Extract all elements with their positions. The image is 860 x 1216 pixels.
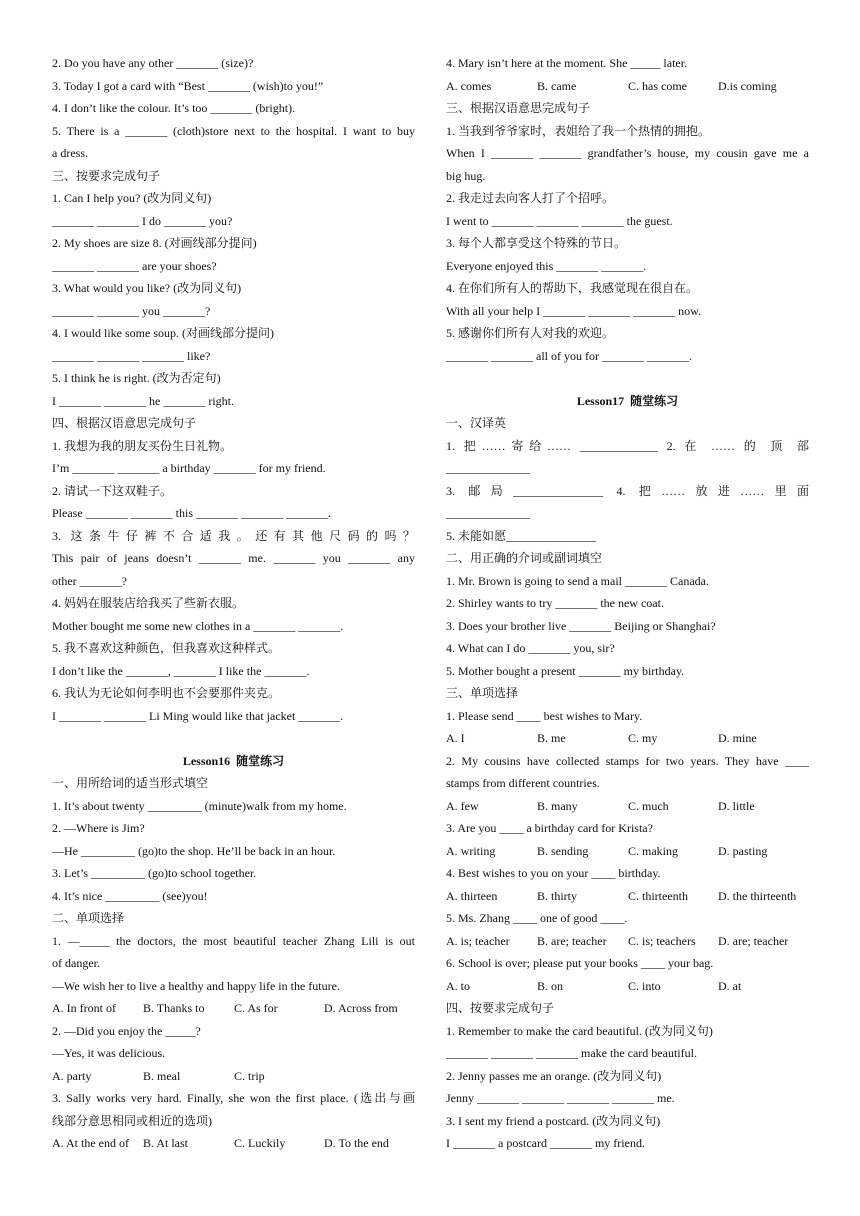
text-line: big hug. [446, 168, 486, 183]
text-line: a dress. [52, 146, 88, 160]
text-line: 3. 邮局_______________ 4. 把……放进……里面 [446, 483, 809, 498]
option: C. into [628, 978, 661, 993]
left-column [52, 52, 415, 1155]
text-line: 5. There is a _______ (cloth)store next to the hospital. I want to buy [52, 123, 415, 138]
text-line: 3. What would you like? (改为同义句) [52, 281, 242, 295]
text-line: Everyone enjoyed this _______ _______. [446, 258, 647, 273]
answer-options [52, 1065, 415, 1088]
text-line: 1. Please send ____ best wishes to Mary. [446, 708, 643, 723]
text-line: _______ _______ I do _______ you? [52, 213, 233, 228]
text-line: 3. 这条牛仔裤不合适我。还有其他尺码的吗？ [52, 528, 415, 543]
text-line: 1. 我想为我的朋友买份生日礼物。 [52, 438, 233, 453]
option: B. on [537, 978, 564, 993]
text-line: 二、用正确的介词或副词填空 [446, 551, 603, 565]
option: A. At the end of [52, 1136, 129, 1150]
text-line: 5. 未能如愿_______________ [446, 528, 597, 543]
answer-options [446, 75, 809, 98]
text-line: 2. Do you have any other _______ (size)? [52, 56, 254, 70]
text-line: With all your help I _______ _______ _______ now. [446, 303, 702, 318]
option: C. is; teachers [628, 933, 696, 948]
text-line: 2. —Where is Jim? [52, 821, 145, 835]
text-line: 一、用所给词的适当形式填空 [52, 776, 209, 790]
text-line: ______________ [446, 461, 530, 475]
text-line: 一、汉译英 [446, 416, 507, 430]
text-line: 4. Mary isn’t here at the moment. She _____ later. [446, 56, 688, 70]
option: C. Luckily [234, 1136, 286, 1150]
text-line: 三、按要求完成句子 [52, 168, 161, 183]
lesson-title: Lesson17 随堂练习 [576, 393, 679, 408]
text-line: _______ _______ are your shoes? [52, 258, 217, 273]
text-line: _______ _______ all of you for _______ _______. [446, 348, 692, 363]
text-line: I don’t like the _______, _______ I like the _______. [52, 663, 310, 678]
text-line: 1. Remember to make the card beautiful. (改为同义句) [446, 1023, 713, 1038]
spacer [52, 727, 415, 750]
text-line: 5. 感谢你们所有人对我的欢迎。 [446, 326, 615, 340]
text-line: Jenny _______ _______ _______ _______ me. [446, 1091, 675, 1105]
option: D. pasting [718, 843, 768, 858]
answer-options [52, 997, 415, 1020]
text-line: I _______ a postcard _______ my friend. [446, 1136, 645, 1150]
text-line: —We wish her to live a healthy and happy life in the future. [52, 978, 340, 993]
text-line: 三、单项选择 [446, 686, 519, 700]
option: A. thirteen [446, 888, 498, 903]
text-line: 5. I think he is right. (改为否定句) [52, 371, 221, 385]
text-line: ______________ [446, 506, 530, 520]
option: B. came [537, 78, 577, 93]
option: C. As for [234, 1001, 278, 1015]
spacer [446, 367, 809, 390]
text-line: —He _________ (go)to the shop. He’ll be back in an hour. [52, 843, 336, 858]
text-line: Please _______ _______ this _______ _______ _______. [52, 506, 331, 520]
option: C. thirteenth [628, 888, 688, 903]
text-line: 5. Mother bought a present _______ my birthday. [446, 663, 685, 678]
text-line: When I _______ _______ grandfather’s house, my cousin gave me a [446, 146, 809, 160]
option: D. To the end [324, 1136, 389, 1150]
text-line: I _______ _______ Li Ming would like that jacket _______. [52, 708, 344, 723]
text-line: 6. School is over; please put your books ____ your bag. [446, 956, 714, 970]
answer-options [446, 795, 809, 818]
option: B. meal [143, 1068, 181, 1083]
text-line: 4. I don’t like the colour. It’s too _______ (bright). [52, 101, 296, 115]
text-line: 4. I would like some soup. (对画线部分提问) [52, 326, 274, 340]
option: C. making [628, 843, 678, 858]
option: A. comes [446, 78, 492, 93]
text-line: 4. Best wishes to you on your ____ birthday. [446, 866, 661, 880]
text-line: 1. Can I help you? (改为同义句) [52, 191, 212, 205]
option: A. few [446, 798, 479, 813]
text-line: 四、按要求完成句子 [446, 1001, 555, 1015]
text-line: 2. 请试一下这双鞋子。 [52, 483, 173, 498]
option: D. Across from [324, 1001, 398, 1015]
option: C. my [628, 731, 658, 745]
option: B. me [537, 731, 566, 745]
option: C. trip [234, 1068, 265, 1083]
option: D. are; teacher [718, 933, 789, 948]
option: D. mine [718, 731, 757, 745]
text-line: 3. I sent my friend a postcard. (改为同义句) [446, 1113, 661, 1128]
text-line: other _______? [52, 573, 127, 588]
text-line: I went to _______ _______ _______ the guest. [446, 213, 673, 228]
right-column [446, 52, 809, 1155]
text-line: of danger. [52, 956, 100, 970]
text-line: _______ _______ _______ make the card beautiful. [446, 1046, 697, 1060]
option: A. to [446, 978, 470, 993]
text-line: 四、根据汉语意思完成句子 [52, 416, 197, 430]
option: A. writing [446, 843, 496, 858]
lesson-title: Lesson16 随堂练习 [182, 753, 285, 768]
answer-options [446, 885, 809, 908]
text-line: 3. Let’s _________ (go)to school together. [52, 866, 257, 880]
text-line: _______ _______ _______ like? [52, 348, 211, 363]
text-line: 2. Jenny passes me an orange. (改为同义句) [446, 1068, 662, 1083]
answer-options [52, 1132, 415, 1155]
option: C. has come [628, 78, 687, 93]
text-line: 6. 我认为无论如何李明也不会要那件夹克。 [52, 686, 281, 700]
text-line: 2. —Did you enjoy the _____? [52, 1023, 201, 1038]
option: B. At last [143, 1136, 189, 1150]
answer-options [446, 975, 809, 998]
text-line: I’m _______ _______ a birthday _______ for my friend. [52, 461, 326, 475]
option: D. at [718, 978, 742, 993]
option: B. sending [537, 843, 589, 858]
text-line: 3. 每个人都享受这个特殊的节日。 [446, 236, 627, 250]
option: B. Thanks to [143, 1001, 205, 1015]
text-line: Mother bought me some new clothes in a _______ _______. [52, 618, 344, 633]
option: D.is coming [718, 78, 777, 93]
text-line: —Yes, it was delicious. [52, 1046, 166, 1060]
option: A. party [52, 1068, 92, 1083]
text-line: 3. Sally works very hard. Finally, she won the first place. (选出与画 [52, 1091, 415, 1105]
text-line: 5. Ms. Zhang ____ one of good ____. [446, 911, 628, 925]
text-line: 2. Shirley wants to try _______ the new coat. [446, 596, 664, 610]
option: D. little [718, 798, 755, 813]
answer-options [446, 840, 809, 863]
text-line: 4. What can I do _______ you, sir? [446, 641, 615, 655]
option: A. is; teacher [446, 933, 510, 948]
text-line: 5. 我不喜欢这种颜色，但我喜欢这种样式。 [52, 641, 281, 655]
answer-options [446, 727, 809, 750]
text-line: 3. Does your brother live _______ Beijing or Shanghai? [446, 618, 716, 633]
answer-options [446, 930, 809, 953]
option: B. are; teacher [537, 933, 607, 948]
text-line: 4. 在你们所有人的帮助下，我感觉现在很自在。 [446, 281, 699, 295]
text-line: 1. 当我到爷爷家时，表姐给了我一个热情的拥抱。 [446, 123, 711, 138]
text-line: _______ _______ you _______? [52, 303, 211, 318]
text-line: 4. 妈妈在服装店给我买了些新衣服。 [52, 596, 245, 610]
option: D. the thirteenth [718, 888, 797, 903]
text-line: 1. —_____ the doctors, the most beautiful teacher Zhang Lili is out [52, 933, 415, 948]
text-line: This pair of jeans doesn’t _______ me. _______ you _______ any [52, 551, 415, 565]
text-line: 1. Mr. Brown is going to send a mail _______ Canada. [446, 573, 709, 588]
option: B. thirty [537, 888, 578, 903]
text-line: 2. My shoes are size 8. (对画线部分提问) [52, 236, 257, 250]
text-line: 3. Today I got a card with “Best _______ (wish)to you!” [52, 78, 324, 93]
text-line: stamps from different countries. [446, 776, 600, 790]
option: B. many [537, 798, 578, 813]
text-line: 3. Are you ____ a birthday card for Krista? [446, 821, 653, 835]
text-line: 1. 把……寄给…… _____________ 2. 在 …… 的 顶 部 [446, 438, 809, 453]
text-line: 1. It’s about twenty _________ (minute)walk from my home. [52, 798, 347, 813]
text-line: 2. 我走过去向客人打了个招呼。 [446, 191, 615, 205]
text-line: I _______ _______ he _______ right. [52, 393, 234, 408]
text-line: 三、根据汉语意思完成句子 [446, 101, 591, 115]
option: A. I [446, 731, 465, 745]
text-line: 线部分意思相同或相近的选项) [52, 1113, 212, 1128]
option: C. much [628, 798, 669, 813]
text-line: 4. It’s nice _________ (see)you! [52, 888, 208, 903]
option: A. In front of [52, 1001, 116, 1015]
text-line: 2. My cousins have collected stamps for two years. They have ____ [446, 753, 809, 768]
text-line: 二、单项选择 [52, 911, 125, 925]
